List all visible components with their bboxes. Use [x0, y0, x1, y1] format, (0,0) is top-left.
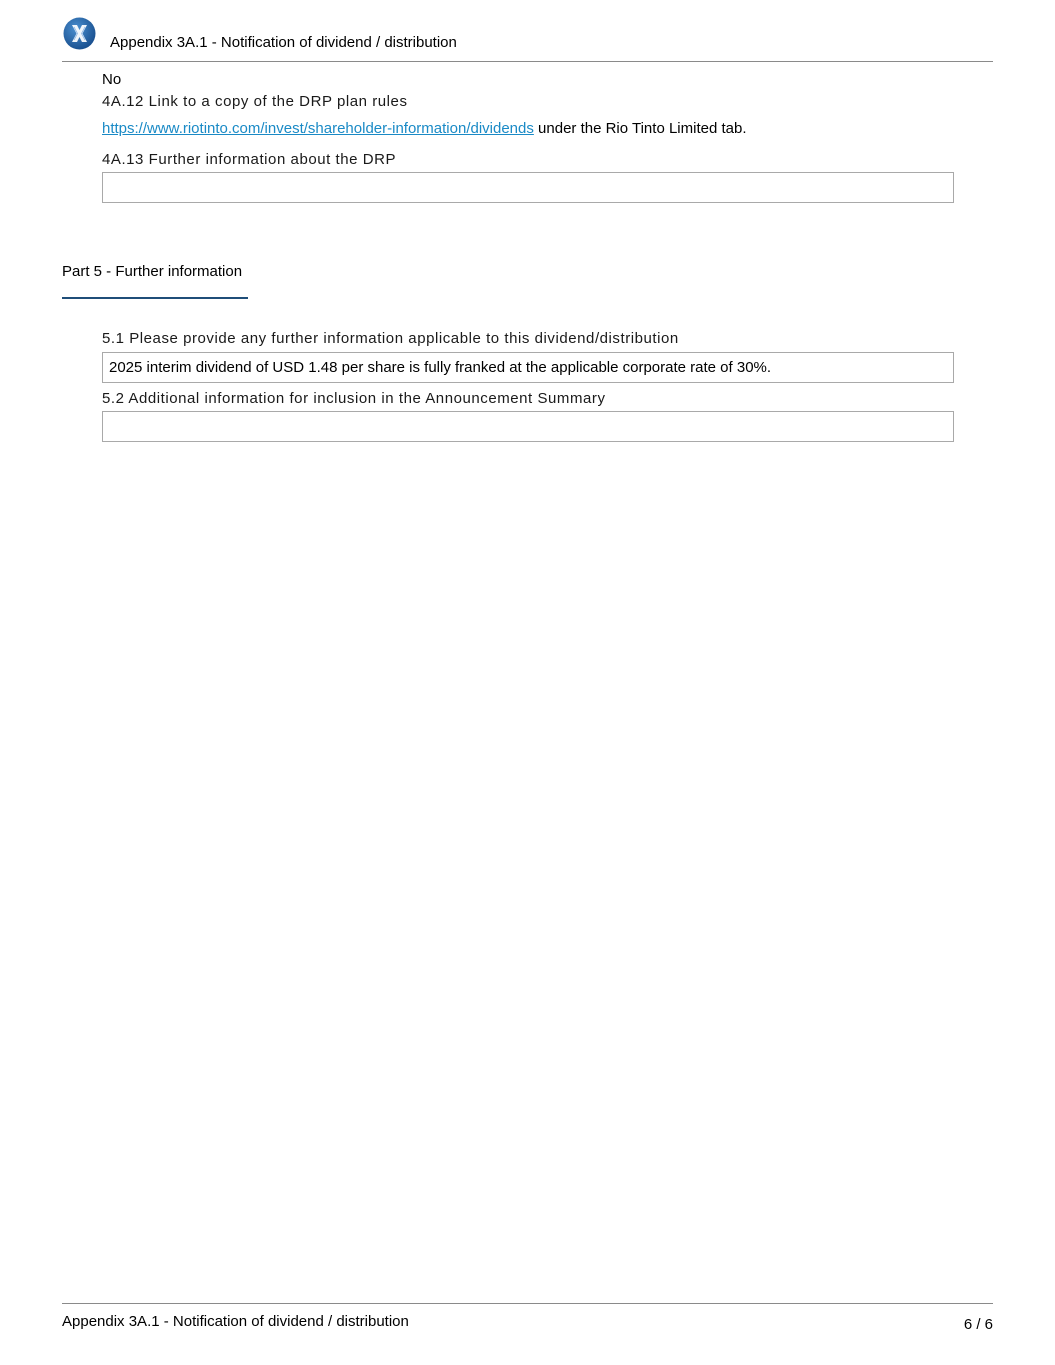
drp-rules-link[interactable]: https://www.riotinto.com/invest/shareholder-information/dividends — [102, 120, 534, 137]
header-title: Appendix 3A.1 - Notification of dividend / distribution — [110, 34, 457, 51]
section-underline — [62, 297, 248, 299]
question-52-label: 5.2 Additional information for inclusion in the Announcement Summary — [102, 390, 606, 407]
section-title-part5: Part 5 - Further information — [62, 263, 243, 280]
question-4a12-label: 4A.12 Link to a copy of the DRP plan rules — [102, 93, 408, 110]
footer-divider — [62, 1303, 993, 1304]
question-51-label: 5.1 Please provide any further information applicable to this dividend/distribution — [102, 330, 679, 347]
asx-logo-icon — [63, 17, 96, 50]
question-51-value: 2025 interim dividend of USD 1.48 per share is fully franked at the applicable corporate rate of 30%. — [109, 359, 772, 376]
header-divider — [62, 61, 993, 62]
question-51-field — [102, 352, 954, 383]
question-4a13-label: 4A.13 Further information about the DRP — [102, 151, 397, 168]
question-4a13-field — [102, 172, 954, 203]
drp-rules-link-suffix: under the Rio Tinto Limited tab. — [533, 120, 747, 137]
question-52-field — [102, 411, 954, 442]
footer-title: Appendix 3A.1 - Notification of dividend / distribution — [62, 1313, 409, 1330]
page-number: 6 / 6 — [963, 1316, 993, 1333]
question-4a12-answer — [102, 120, 747, 138]
previous-answer: No — [102, 71, 122, 88]
